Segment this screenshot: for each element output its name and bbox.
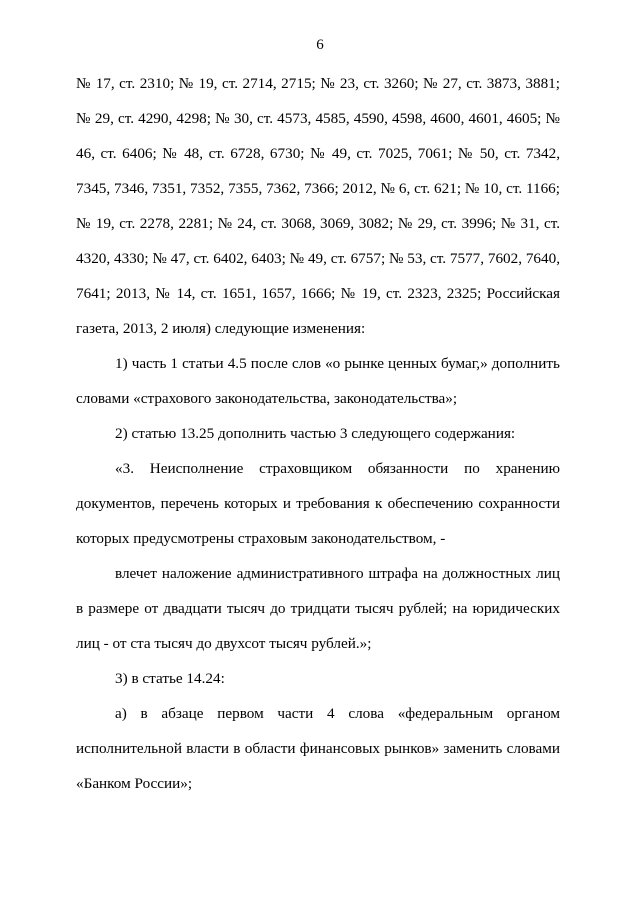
page-number: 6 [316, 37, 324, 53]
document-body [76, 66, 560, 801]
paragraph-item-1: 1) часть 1 статьи 4.5 после слов «о рынке ценных бумаг,» дополнить словами «страхового законодательства, законодательства»; [76, 355, 560, 407]
paragraph-penalty: влечет наложение административного штрафа на должностных лиц в размере от двадцати тысяч до тридцати тысяч рублей; на юридических лиц - от ста тысяч до двухсот тысяч рублей.»; [76, 565, 560, 652]
paragraph-citations: № 17, ст. 2310; № 19, ст. 2714, 2715; № 23, ст. 3260; № 27, ст. 3873, 3881; № 29, ст. 4290, 4298; № 30, ст. 4573, 4585, 4590, 4598, 4600, 4601, 4605; № 46, ст. 6406; № 48, ст. 6728, 6730; № 49, ст. 7025, 7061; № 50, ст. 7342, 7345, 7346, 7351, 7352, 7355, 7362, 7366; 2012, № 6, ст. 621; № 10, ст. 1166; № 19, ст. 2278, 2281; № 24, ст. 3068, 3069, 3082; № 29, ст. 3996; № 31, ст. 4320, 4330; № 47, ст. 6402, 6403; № 49, ст. 6757; № 53, ст. 7577, 7602, 7640, 7641; 2013, № 14, ст. 1651, 1657, 1666; № 19, ст. 2323, 2325; Российская газета, 2013, 2 июля) следующие изменения: [76, 75, 560, 337]
paragraph-quote-part-3: «3. Неисполнение страховщиком обязанности по хранению документов, перечень которых и требования к обеспечению сохранности которых предусмотрены страховым законодательством, - [76, 460, 560, 547]
paragraph-subitem-a: а) в абзаце первом части 4 слова «федеральным органом исполнительной власти в области финансовых рынков» заменить словами «Банком России»; [76, 705, 560, 792]
paragraph-item-2: 2) статью 13.25 дополнить частью 3 следующего содержания: [115, 425, 516, 442]
paragraph-item-3: 3) в статье 14.24: [115, 670, 225, 687]
